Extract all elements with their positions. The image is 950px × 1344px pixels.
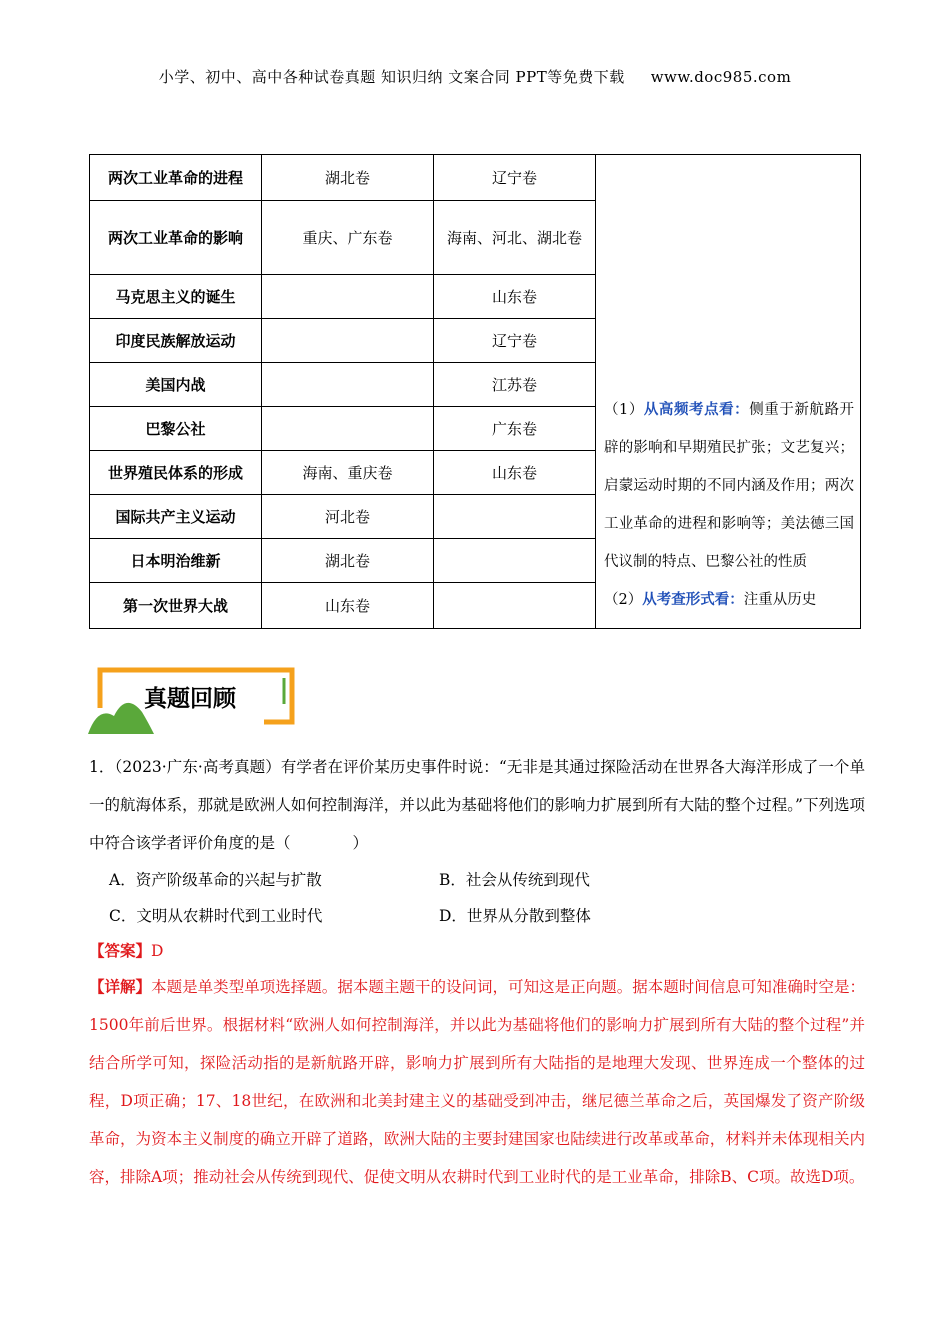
question-text: 有学者在评价某历史事件时说：“无非是其通过探险活动在世界各大海洋形成了一个单一的航海体系，那就是欧洲人如何控制海洋，并以此为基础将他们的影响力扩展到所有大陆的整个过程。”下列选项中符合该学者评价角度的是（ ） bbox=[89, 758, 865, 852]
explanation bbox=[89, 968, 865, 1196]
exam-cell: 辽宁卷 bbox=[434, 319, 596, 363]
question-stem bbox=[89, 748, 865, 862]
explanation-label: 【详解】 bbox=[89, 978, 152, 996]
topic-cell: 马克思主义的诞生 bbox=[90, 275, 262, 319]
note-prefix: （2） bbox=[604, 592, 643, 608]
exam-cell: 海南、重庆卷 bbox=[262, 451, 434, 495]
exam-cell: 山东卷 bbox=[262, 583, 434, 629]
exam-cell: 山东卷 bbox=[434, 275, 596, 319]
exam-cell bbox=[434, 583, 596, 629]
option-b: B．社会从传统到现代 bbox=[439, 871, 590, 889]
section-banner bbox=[88, 664, 298, 736]
exam-cell: 海南、河北、湖北卷 bbox=[434, 201, 596, 275]
page-header bbox=[0, 66, 950, 87]
exam-cell: 重庆、广东卷 bbox=[262, 201, 434, 275]
exam-cell: 江苏卷 bbox=[434, 363, 596, 407]
question-number: 1． bbox=[89, 758, 115, 776]
exam-cell bbox=[434, 539, 596, 583]
question-source: （2023·广东·高考真题） bbox=[114, 758, 281, 776]
header-url[interactable]: www.doc985.com bbox=[650, 68, 792, 86]
option-c: C．文明从农耕时代到工业时代 bbox=[109, 907, 323, 925]
topic-cell: 第一次世界大战 bbox=[90, 583, 262, 629]
analysis-note-cell bbox=[596, 155, 861, 629]
exam-cell: 广东卷 bbox=[434, 407, 596, 451]
topic-cell: 世界殖民体系的形成 bbox=[90, 451, 262, 495]
exam-cell bbox=[434, 495, 596, 539]
question-block bbox=[89, 748, 865, 1196]
exam-cell bbox=[262, 275, 434, 319]
explanation-text: 本题是单类型单项选择题。据本题主题干的设问词，可知这是正向题。据本题时间信息可知准确时空是：1500年前后世界。根据材料“欧洲人如何控制海洋，并以此为基础将他们的影响力扩展到所有大陆的整个过程”并结合所学可知，探险活动指的是新航路开辟，影响力扩展到所有大陆指的是地理大发现、世界连成一个整体的过程，D项正确；17、18世纪，在欧洲和北美封建主义的基础受到冲击，继尼德兰革命之后，英国爆发了资产阶级革命，为资本主义制度的确立开辟了道路，欧洲大陆的主要封建国家也陆续进行改革或革命，材料并未体现相关内容，排除A项；推动社会从传统到现代、促使文明从农耕时代到工业时代的是工业革命，排除B、C项。故选D项。 bbox=[89, 978, 865, 1186]
answer-value: D bbox=[151, 942, 164, 960]
topic-cell: 两次工业革命的影响 bbox=[90, 201, 262, 275]
exam-cell: 山东卷 bbox=[434, 451, 596, 495]
note-text-frequency: 侧重于新航路开辟的影响和早期殖民扩张；文艺复兴；启蒙运动时期的不同内涵及作用；两次工业革命的进程和影响等；美法德三国代议制的特点、巴黎公社的性质 bbox=[604, 402, 855, 570]
banner-title: 真题回顾 bbox=[144, 686, 236, 712]
topic-cell: 国际共产主义运动 bbox=[90, 495, 262, 539]
exam-cell bbox=[262, 407, 434, 451]
exam-cell bbox=[262, 319, 434, 363]
answer-label: 【答案】 bbox=[89, 942, 152, 960]
note-text-form: 注重从历史 bbox=[743, 592, 817, 608]
note-label-form: 从考查形式看： bbox=[642, 592, 744, 608]
topic-cell: 日本明治维新 bbox=[90, 539, 262, 583]
topic-cell: 两次工业革命的进程 bbox=[90, 155, 262, 201]
exam-cell: 湖北卷 bbox=[262, 539, 434, 583]
header-text: 小学、初中、高中各种试卷真题 知识归纳 文案合同 PPT等免费下载 bbox=[158, 68, 625, 86]
exam-cell: 辽宁卷 bbox=[434, 155, 596, 201]
topic-cell: 巴黎公社 bbox=[90, 407, 262, 451]
table-row bbox=[90, 155, 861, 201]
option-d: D．世界从分散到整体 bbox=[439, 907, 591, 925]
note-label-frequency: 从高频考点看： bbox=[643, 402, 750, 418]
option-a: A．资产阶级革命的兴起与扩散 bbox=[109, 871, 322, 889]
note-prefix: （1） bbox=[604, 402, 644, 418]
exam-topic-table bbox=[89, 154, 861, 629]
topic-cell: 印度民族解放运动 bbox=[90, 319, 262, 363]
analysis-note bbox=[604, 391, 854, 619]
exam-cell: 湖北卷 bbox=[262, 155, 434, 201]
topic-cell: 美国内战 bbox=[90, 363, 262, 407]
answer-line bbox=[89, 934, 865, 968]
options-list bbox=[89, 862, 865, 934]
exam-cell: 河北卷 bbox=[262, 495, 434, 539]
exam-cell bbox=[262, 363, 434, 407]
